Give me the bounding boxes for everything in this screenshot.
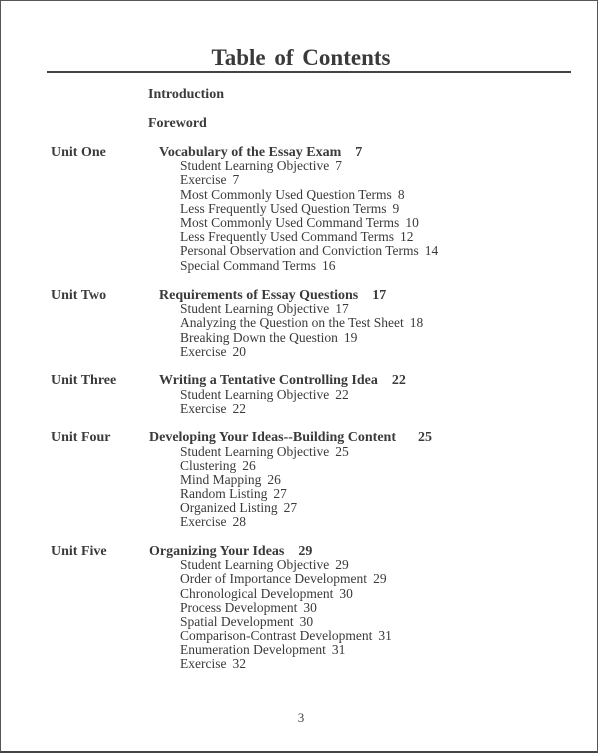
toc-entry: Exercise 20 <box>180 344 246 359</box>
toc-entry: Spatial Development 30 <box>180 614 314 629</box>
unit-label: Unit Five <box>51 544 107 559</box>
toc-entry: Less Frequently Used Question Terms 9 <box>180 201 400 216</box>
toc-entry: Student Learning Objective 17 <box>180 301 349 316</box>
toc-entry: Analyzing the Question on the Test Sheet 18 <box>180 315 424 330</box>
title-rule <box>47 71 571 73</box>
unit-page-number: 29 <box>298 544 313 559</box>
unit-title-text: Organizing Your Ideas <box>149 544 285 559</box>
toc-entry: Less Frequently Used Command Terms 12 <box>180 229 414 244</box>
unit-label: Unit Three <box>51 373 117 388</box>
unit-label: Unit Four <box>51 430 111 445</box>
unit-page-number: 17 <box>372 288 387 303</box>
toc-entry: Random Listing 27 <box>180 486 287 501</box>
unit-title-text: Developing Your Ideas--Building Content <box>149 430 396 445</box>
toc-entry: Most Commonly Used Question Terms 8 <box>180 187 405 202</box>
unit-page-number: 22 <box>391 373 406 388</box>
unit-page-number: 25 <box>417 430 432 445</box>
unit-title-text: Writing a Tentative Controlling Idea <box>159 373 378 388</box>
toc-entry: Exercise 7 <box>180 172 240 187</box>
toc-entry: Process Development 30 <box>180 600 317 615</box>
unit-title-text: Requirements of Essay Questions <box>159 288 359 303</box>
toc-foreword: Foreword <box>148 116 207 131</box>
toc-entry: Comparison-Contrast Development 31 <box>180 628 392 643</box>
toc-entry: Most Commonly Used Command Terms 10 <box>180 215 419 230</box>
page-title: Table of Contents <box>211 45 391 70</box>
unit-label: Unit Two <box>51 288 107 303</box>
toc-entry: Exercise 22 <box>180 401 246 416</box>
toc-entry: Special Command Terms 16 <box>180 258 336 273</box>
toc-entry: Enumeration Development 31 <box>180 642 346 657</box>
toc-entry: Student Learning Objective 25 <box>180 444 349 459</box>
unit-title-text: Vocabulary of the Essay Exam <box>159 145 342 160</box>
toc-entry: Clustering 26 <box>180 458 256 473</box>
toc-entry: Personal Observation and Conviction Terms 14 <box>180 243 439 258</box>
toc-entry: Student Learning Objective 22 <box>180 387 349 402</box>
unit-label: Unit One <box>51 145 106 160</box>
toc-entry: Order of Importance Development 29 <box>180 571 387 586</box>
page-number: 3 <box>297 710 305 725</box>
toc-entry: Student Learning Objective 7 <box>180 158 342 173</box>
toc-entry: Breaking Down the Question 19 <box>180 330 358 345</box>
toc-entry: Organized Listing 27 <box>180 500 298 515</box>
toc-entry: Exercise 32 <box>180 656 246 671</box>
toc-entry: Chronological Development 30 <box>180 586 353 601</box>
toc-introduction: Introduction <box>148 87 224 102</box>
unit-page-number: 7 <box>355 145 363 160</box>
toc-entry: Student Learning Objective 29 <box>180 557 349 572</box>
toc-entry: Mind Mapping 26 <box>180 472 281 487</box>
toc-entry: Exercise 28 <box>180 514 246 529</box>
